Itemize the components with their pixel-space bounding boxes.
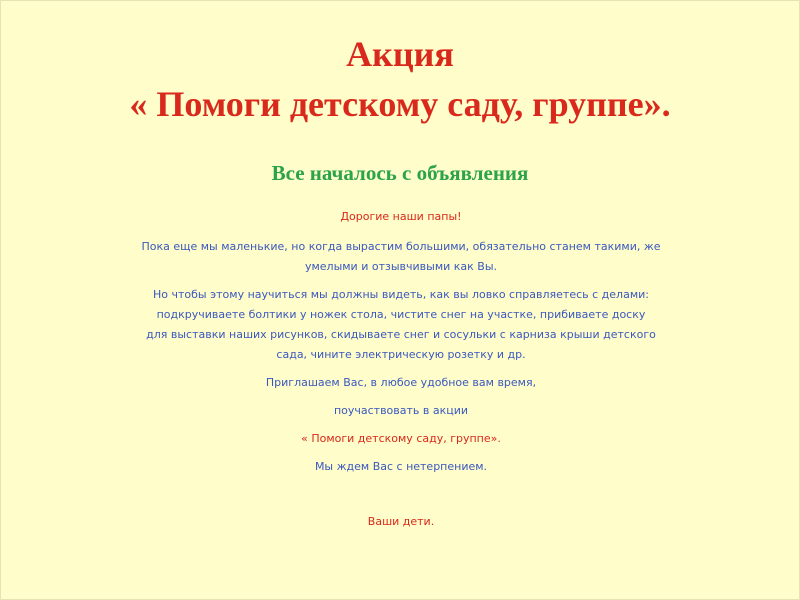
letter-signature: Ваши дети. xyxy=(367,515,435,528)
letter-line: Но чтобы этому научиться мы должны видеть, как вы ловко справляетесь с делами: xyxy=(153,288,649,301)
announcement-letter xyxy=(111,207,691,532)
letter-participate: поучаствовать в акции xyxy=(333,404,469,417)
letter-waiting: Мы ждем Вас с нетерпением. xyxy=(314,460,488,473)
letter-invite: Приглашаем Вас, в любое удобное вам время, xyxy=(265,376,537,389)
letter-paragraph-2 xyxy=(111,285,691,365)
letter-line: умелыми и отзывчивыми как Вы. xyxy=(304,260,498,273)
letter-greeting: Дорогие наши папы! xyxy=(340,210,462,223)
subtitle: Все началось с объявления xyxy=(271,161,529,185)
letter-line: Пока еще мы маленькие, но когда вырастим большими, обязательно станем такими, же xyxy=(141,240,661,253)
letter-line: сада, чините электрическую розетку и др. xyxy=(276,348,526,361)
letter-paragraph-1 xyxy=(111,237,691,277)
title-line-1: Акция xyxy=(346,34,454,74)
letter-action-name: « Помоги детскому саду, группе». xyxy=(301,432,501,445)
title-line-2: « Помоги детскому саду, группе». xyxy=(129,84,671,124)
letter-line: для выставки наших рисунков, скидываете снег и сосульки с карниза крыши детского xyxy=(146,328,656,341)
letter-line: подкручиваете болтики у ножек стола, чистите снег на участке, прибиваете доску xyxy=(156,308,646,321)
